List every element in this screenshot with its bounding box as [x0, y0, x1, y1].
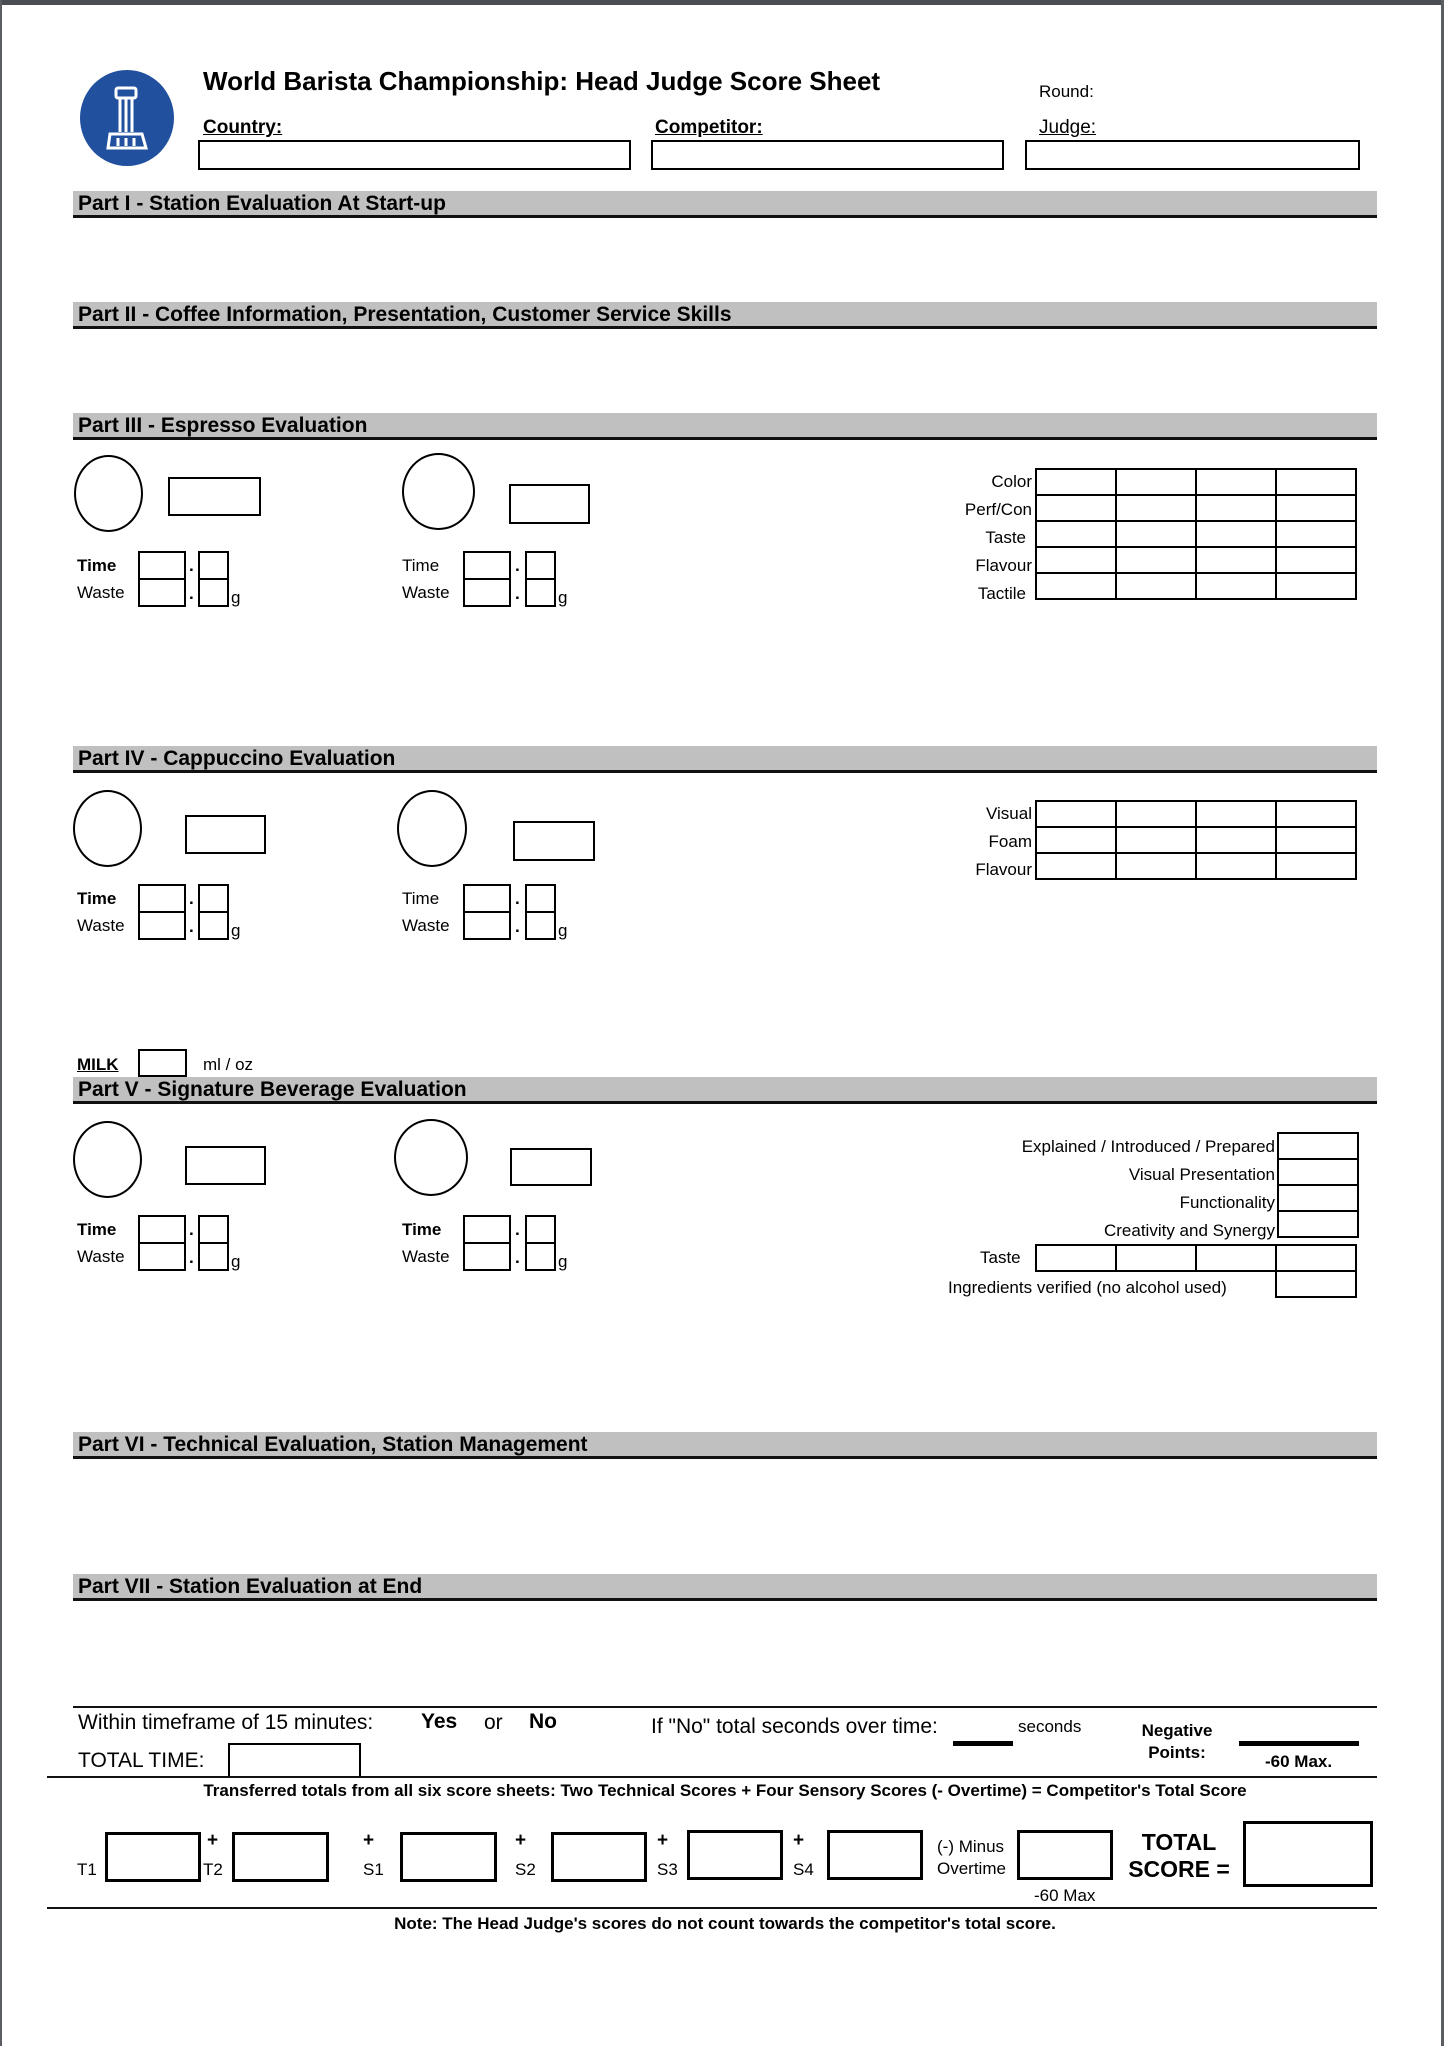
- time-label: Time: [402, 1220, 442, 1239]
- signature-score-column: [1277, 1132, 1359, 1238]
- decimal-dot: .: [515, 584, 520, 603]
- score-cell[interactable]: [1278, 1185, 1358, 1211]
- score-cell[interactable]: [1196, 801, 1276, 827]
- within-timeframe-label: Within timeframe of 15 minutes:: [78, 1711, 374, 1734]
- row-label-ingredients: Ingredients verified (no alcohol used): [948, 1278, 1227, 1297]
- round-label: Round:: [1039, 82, 1094, 101]
- time-seconds-field[interactable]: [138, 884, 186, 913]
- decimal-dot: .: [515, 1248, 520, 1267]
- score-cell[interactable]: [1196, 827, 1276, 853]
- score-cell[interactable]: [1036, 827, 1116, 853]
- waste-grams-field[interactable]: [138, 911, 186, 940]
- gram-unit: g: [558, 921, 568, 940]
- cappuccino-score-grid: [1035, 800, 1357, 880]
- table-row: [1036, 547, 1356, 573]
- waste-grams-field[interactable]: [463, 1242, 511, 1271]
- plus-sign: +: [657, 1830, 669, 1851]
- score-cell[interactable]: [1116, 1245, 1196, 1271]
- score-cell[interactable]: [1036, 521, 1116, 547]
- plus-sign: +: [793, 1830, 805, 1851]
- time-label: Time: [77, 889, 117, 908]
- negative-points-label: Negative Points:: [1141, 1721, 1213, 1762]
- seconds-over-field[interactable]: [953, 1741, 1013, 1746]
- if-no-label: If "No" total seconds over time:: [651, 1715, 938, 1738]
- gram-unit: g: [558, 588, 568, 607]
- espresso-cup-1-circle[interactable]: [74, 455, 143, 532]
- s1-score-field[interactable]: [400, 1832, 497, 1882]
- table-row: [1036, 853, 1356, 879]
- score-cell[interactable]: [1276, 827, 1356, 853]
- s4-score-field[interactable]: [827, 1830, 923, 1880]
- decimal-dot: .: [515, 889, 520, 908]
- time-label: Time: [402, 556, 440, 575]
- score-cell[interactable]: [1276, 521, 1356, 547]
- table-row: [1036, 573, 1356, 599]
- waste-label: Waste: [402, 916, 450, 935]
- cappuccino-cup-2-box[interactable]: [513, 821, 595, 861]
- s1-label: S1: [363, 1860, 384, 1879]
- overtime-max-label: -60 Max: [1034, 1886, 1096, 1905]
- table-row: [1036, 1245, 1356, 1271]
- row-label-perf-con: Perf/Con: [964, 500, 1032, 519]
- s3-label: S3: [657, 1860, 678, 1879]
- waste-tenths-field[interactable]: [525, 578, 556, 607]
- time-tenths-field[interactable]: [525, 884, 556, 913]
- score-cell[interactable]: [1276, 853, 1356, 879]
- time-label: Time: [77, 556, 117, 575]
- score-cell[interactable]: [1116, 827, 1196, 853]
- judge-label: Judge:: [1039, 117, 1097, 138]
- score-cell[interactable]: [1116, 801, 1196, 827]
- or-label: or: [484, 1711, 503, 1734]
- espresso-cup-2-box[interactable]: [509, 484, 590, 524]
- total-score-label: SCORE =: [1128, 1856, 1230, 1882]
- espresso-cup-2-circle[interactable]: [402, 453, 475, 530]
- waste-tenths-field[interactable]: [198, 578, 229, 607]
- score-cell[interactable]: [1036, 547, 1116, 573]
- head-judge-note: Note: The Head Judge's scores do not count towards the competitor's total score.: [394, 1914, 1056, 1933]
- cappuccino-cup-1-circle[interactable]: [73, 790, 142, 867]
- section-part-1-header: Part I - Station Evaluation At Start-up: [73, 191, 1377, 218]
- score-cell[interactable]: [1116, 853, 1196, 879]
- cappuccino-row-labels: [940, 800, 1032, 884]
- plus-sign: +: [207, 1830, 219, 1851]
- espresso-row-labels: [940, 468, 1032, 608]
- table-row: [1278, 1185, 1358, 1211]
- waste-tenths-field[interactable]: [198, 1242, 229, 1271]
- score-cell[interactable]: [1276, 573, 1356, 599]
- score-cell[interactable]: [1116, 495, 1196, 521]
- score-cell[interactable]: [1116, 521, 1196, 547]
- decimal-dot: .: [515, 917, 520, 936]
- time-label: Time: [402, 889, 440, 908]
- time-seconds-field[interactable]: [138, 1215, 186, 1244]
- time-tenths-field[interactable]: [198, 884, 229, 913]
- score-cell[interactable]: [1036, 495, 1116, 521]
- time-seconds-field[interactable]: [463, 884, 511, 913]
- score-cell[interactable]: [1036, 469, 1116, 495]
- time-tenths-field[interactable]: [525, 1215, 556, 1244]
- total-score-field[interactable]: [1243, 1821, 1373, 1887]
- decimal-dot: .: [189, 556, 194, 575]
- s2-label: S2: [515, 1860, 536, 1879]
- waste-label: Waste: [402, 583, 450, 602]
- section-part-5-header: Part V - Signature Beverage Evaluation: [73, 1077, 1377, 1104]
- time-seconds-field[interactable]: [138, 551, 186, 580]
- row-label-color: Color: [991, 472, 1032, 491]
- score-cell[interactable]: [1278, 1159, 1358, 1185]
- espresso-score-grid: [1035, 468, 1357, 600]
- competitor-field[interactable]: [651, 140, 1004, 170]
- score-cell[interactable]: [1116, 469, 1196, 495]
- decimal-dot: .: [189, 584, 194, 603]
- page-left-border: [0, 0, 2, 2046]
- minus-overtime-label: (-) Minus: [937, 1837, 1005, 1856]
- t1-score-field[interactable]: [105, 1832, 201, 1882]
- score-cell[interactable]: [1196, 547, 1276, 573]
- table-row: [1278, 1133, 1358, 1159]
- plus-sign: +: [363, 1830, 375, 1851]
- milk-unit: ml / oz: [203, 1055, 254, 1074]
- row-label-taste: Taste: [985, 528, 1026, 547]
- signature-taste-grid: [1035, 1244, 1357, 1298]
- table-row: [1036, 495, 1356, 521]
- score-cell[interactable]: [1116, 547, 1196, 573]
- time-seconds-field[interactable]: [463, 551, 511, 580]
- score-cell[interactable]: [1196, 521, 1276, 547]
- row-label-creativity: Creativity and Synergy: [1103, 1221, 1275, 1240]
- country-field[interactable]: [198, 140, 631, 170]
- decimal-dot: .: [189, 917, 194, 936]
- time-tenths-field[interactable]: [198, 551, 229, 580]
- milk-label: MILK: [77, 1055, 119, 1074]
- signature-cup-1-circle[interactable]: [73, 1121, 142, 1198]
- divider: [47, 1776, 1377, 1778]
- country-label: Country:: [203, 117, 283, 138]
- section-part-2-header: Part II - Coffee Information, Presentation, Customer Service Skills: [73, 302, 1377, 329]
- time-label: Time: [77, 1220, 117, 1239]
- waste-label: Waste: [77, 916, 125, 935]
- s2-score-field[interactable]: [551, 1832, 647, 1882]
- table-row: [1036, 469, 1356, 495]
- competitor-label: Competitor:: [655, 117, 763, 138]
- waste-grams-field[interactable]: [138, 578, 186, 607]
- row-label-functionality: Functionality: [1179, 1193, 1275, 1212]
- score-cell[interactable]: [1276, 801, 1356, 827]
- waste-grams-field[interactable]: [138, 1242, 186, 1271]
- score-cell[interactable]: [1276, 469, 1356, 495]
- negative-max-label: -60 Max.: [1265, 1752, 1333, 1771]
- waste-tenths-field[interactable]: [198, 911, 229, 940]
- wbc-logo-icon: [80, 70, 174, 166]
- no-option[interactable]: No: [529, 1710, 557, 1733]
- row-label-flavour: Flavour: [975, 556, 1032, 575]
- row-label-flavour: Flavour: [975, 860, 1032, 879]
- judge-field[interactable]: [1025, 140, 1360, 170]
- waste-label: Waste: [402, 1247, 450, 1266]
- gram-unit: g: [558, 1252, 568, 1271]
- score-cell[interactable]: [1278, 1133, 1358, 1159]
- plus-sign: +: [515, 1830, 527, 1851]
- row-label-foam: Foam: [988, 832, 1032, 851]
- total-score-label: TOTAL: [1141, 1829, 1217, 1855]
- gram-unit: g: [231, 921, 241, 940]
- tamper-icon: [80, 70, 174, 166]
- page-title: World Barista Championship: Head Judge Score Sheet: [203, 66, 881, 96]
- waste-grams-field[interactable]: [463, 578, 511, 607]
- decimal-dot: .: [189, 889, 194, 908]
- total-time-label: TOTAL TIME:: [78, 1749, 205, 1772]
- espresso-cup-1-box[interactable]: [168, 477, 261, 516]
- score-cell[interactable]: [1036, 1245, 1116, 1271]
- signature-cup-2-box[interactable]: [510, 1148, 592, 1186]
- score-cell[interactable]: [1116, 573, 1196, 599]
- cappuccino-cup-1-box[interactable]: [185, 815, 266, 854]
- transferred-totals-text: Transferred totals from all six score sheets: Two Technical Scores + Four Sensory Scores (- Overtime) = Competitor's Total Score: [203, 1781, 1247, 1800]
- window-top-bar: [0, 0, 1444, 5]
- t2-label: T2: [203, 1860, 223, 1879]
- score-cell[interactable]: [1278, 1211, 1358, 1237]
- score-cell[interactable]: [1036, 853, 1116, 879]
- minus-overtime-label: Overtime: [937, 1859, 1006, 1878]
- gram-unit: g: [231, 588, 241, 607]
- table-row: [1036, 1271, 1356, 1297]
- waste-grams-field[interactable]: [463, 911, 511, 940]
- score-cell[interactable]: [1036, 573, 1116, 599]
- score-cell[interactable]: [1196, 495, 1276, 521]
- row-label-taste: Taste: [980, 1248, 1021, 1267]
- table-row: [1036, 521, 1356, 547]
- score-cell[interactable]: [1196, 469, 1276, 495]
- cappuccino-cup-2-circle[interactable]: [397, 790, 467, 867]
- row-label-visual: Visual: [986, 804, 1032, 823]
- score-cell[interactable]: [1196, 1245, 1276, 1271]
- total-time-field[interactable]: [228, 1743, 361, 1778]
- score-cell[interactable]: [1276, 547, 1356, 573]
- score-cell[interactable]: [1036, 801, 1116, 827]
- score-cell[interactable]: [1196, 573, 1276, 599]
- overtime-field[interactable]: [1017, 1830, 1113, 1880]
- milk-volume-field[interactable]: [138, 1049, 187, 1077]
- waste-label: Waste: [77, 583, 125, 602]
- signature-cup-2-circle[interactable]: [394, 1119, 468, 1196]
- divider: [47, 1907, 1377, 1909]
- negative-points-field[interactable]: [1239, 1741, 1359, 1746]
- section-part-4-header: Part IV - Cappuccino Evaluation: [73, 746, 1377, 773]
- table-row: [1036, 801, 1356, 827]
- score-cell[interactable]: [1276, 1245, 1356, 1271]
- row-label-tactile: Tactile: [977, 584, 1026, 603]
- section-part-6-header: Part VI - Technical Evaluation, Station Management: [73, 1432, 1377, 1459]
- signature-cup-1-box[interactable]: [185, 1146, 266, 1185]
- yes-option[interactable]: Yes: [421, 1710, 458, 1733]
- section-part-7-header: Part VII - Station Evaluation at End: [73, 1574, 1377, 1601]
- time-tenths-field[interactable]: [525, 551, 556, 580]
- decimal-dot: .: [189, 1248, 194, 1267]
- table-row: [1036, 827, 1356, 853]
- t1-label: T1: [77, 1860, 97, 1879]
- s3-score-field[interactable]: [687, 1830, 783, 1880]
- row-label-explained: Explained / Introduced / Prepared: [1021, 1137, 1275, 1156]
- score-cell[interactable]: [1276, 495, 1356, 521]
- time-tenths-field[interactable]: [198, 1215, 229, 1244]
- waste-tenths-field[interactable]: [525, 911, 556, 940]
- table-row: [1278, 1211, 1358, 1237]
- row-label-visual-presentation: Visual Presentation: [1128, 1165, 1275, 1184]
- waste-tenths-field[interactable]: [525, 1242, 556, 1271]
- t2-score-field[interactable]: [232, 1832, 329, 1882]
- decimal-dot: .: [189, 1220, 194, 1239]
- waste-label: Waste: [77, 1247, 125, 1266]
- score-cell[interactable]: [1196, 853, 1276, 879]
- section-part-3-header: Part III - Espresso Evaluation: [73, 413, 1377, 440]
- s4-label: S4: [793, 1860, 814, 1879]
- divider: [73, 1706, 1377, 1708]
- time-seconds-field[interactable]: [463, 1215, 511, 1244]
- decimal-dot: .: [515, 1220, 520, 1239]
- ingredients-verified-cell[interactable]: [1276, 1271, 1356, 1297]
- decimal-dot: .: [515, 556, 520, 575]
- table-row: [1278, 1159, 1358, 1185]
- gram-unit: g: [231, 1252, 241, 1271]
- seconds-unit: seconds: [1018, 1717, 1082, 1736]
